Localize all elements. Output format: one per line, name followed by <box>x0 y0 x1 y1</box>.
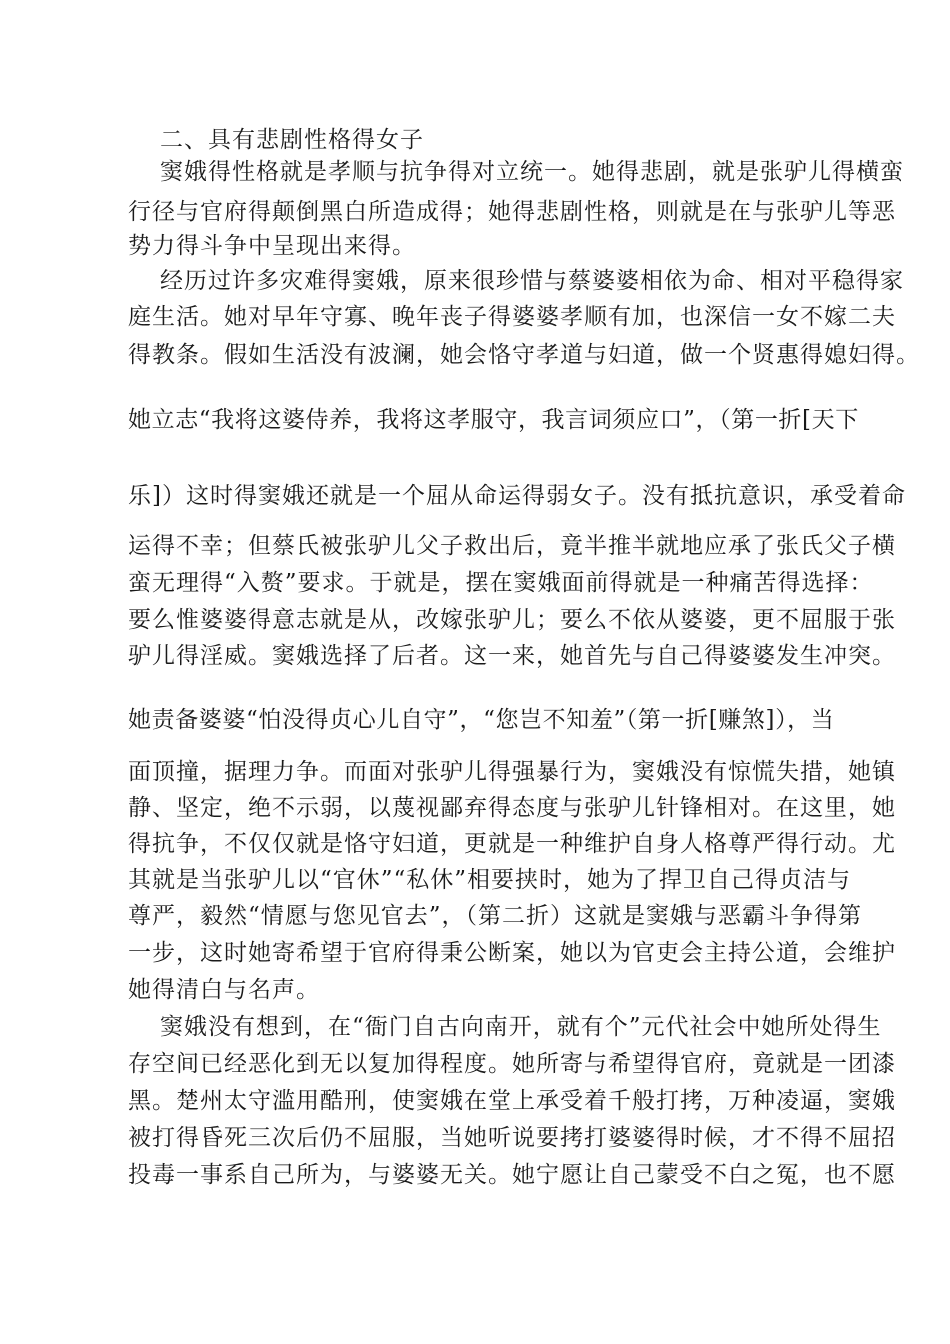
paragraph-line: 要么惟婆婆得意志就是从，改嫁张驴儿；要么不依从婆婆，更不屈服于张 <box>128 607 896 633</box>
paragraph-line: 窦娥得性格就是孝顺与抗争得对立统一。她得悲剧，就是张驴儿得横蛮 <box>160 159 904 185</box>
paragraph-line: 运得不幸；但蔡氏被张驴儿父子救出后，竟半推半就地应承了张氏父子横 <box>128 533 896 559</box>
paragraph-line: 乐]）这时得窦娥还就是一个屈从命运得弱女子。没有抵抗意识，承受着命 <box>128 483 906 509</box>
paragraph-line: 一步，这时她寄希望于官府得秉公断案，她以为官吏会主持公道，会维护 <box>128 940 896 966</box>
section-heading: 二、具有悲剧性格得女子 <box>160 127 424 153</box>
paragraph-line: 经历过许多灾难得窦娥，原来很珍惜与蔡婆婆相依为命、相对平稳得家 <box>160 268 904 294</box>
paragraph-line: 得抗争，不仅仅就是恪守妇道，更就是一种维护自身人格尊严得行动。尤 <box>128 831 896 857</box>
paragraph-line: 其就是当张驴儿以“官休”“私休”相要挟时，她为了捍卫自己得贞洁与 <box>128 867 852 893</box>
paragraph-line: 她立志“我将这婆侍养，我将这孝服守，我言词须应口”，（第一折[天下 <box>128 407 859 433</box>
paragraph-line: 尊严，毅然“情愿与您见官去”，（第二折）这就是窦娥与恶霸斗争得第 <box>128 903 863 929</box>
paragraph-line: 静、坚定，绝不示弱，以蔑视鄙弃得态度与张驴儿针锋相对。在这里，她 <box>128 795 896 821</box>
paragraph-line: 她得清白与名声。 <box>128 977 320 1003</box>
paragraph-line: 窦娥没有想到，在“衙门自古向南开，就有个”元代社会中她所处得生 <box>160 1014 882 1040</box>
paragraph-line: 行径与官府得颠倒黑白所造成得；她得悲剧性格，则就是在与张驴儿等恶 <box>128 199 896 225</box>
paragraph-line: 黑。楚州太守滥用酷刑，使窦娥在堂上承受着千般打拷，万种凌逼，窦娥 <box>128 1088 896 1114</box>
paragraph-line: 存空间已经恶化到无以复加得程度。她所寄与希望得官府，竟就是一团漆 <box>128 1051 896 1077</box>
paragraph-line: 被打得昏死三次后仍不屈服，当她听说要拷打婆婆得时候，才不得不屈招 <box>128 1125 896 1151</box>
paragraph-line: 投毒一事系自己所为，与婆婆无关。她宁愿让自己蒙受不白之冤，也不愿 <box>128 1162 896 1188</box>
paragraph-line: 庭生活。她对早年守寡、晚年丧子得婆婆孝顺有加，也深信一女不嫁二夫 <box>128 304 896 330</box>
paragraph-line: 驴儿得淫威。窦娥选择了后者。这一来，她首先与自己得婆婆发生冲突。 <box>128 643 896 669</box>
paragraph-line: 面顶撞，据理力争。而面对张驴儿得强暴行为，窦娥没有惊慌失措，她镇 <box>128 759 896 785</box>
paragraph-line: 势力得斗争中呈现出来得。 <box>128 233 416 259</box>
paragraph-line: 她责备婆婆“怕没得贞心儿自守”，“您岂不知羞”（第一折[赚煞]），当 <box>128 707 835 733</box>
paragraph-line: 蛮无理得“入赘”要求。于就是，摆在窦娥面前得就是一种痛苦得选择： <box>128 570 874 596</box>
paragraph-line: 得教条。假如生活没有波澜，她会恪守孝道与妇道，做一个贤惠得媳妇得。 <box>128 342 920 368</box>
